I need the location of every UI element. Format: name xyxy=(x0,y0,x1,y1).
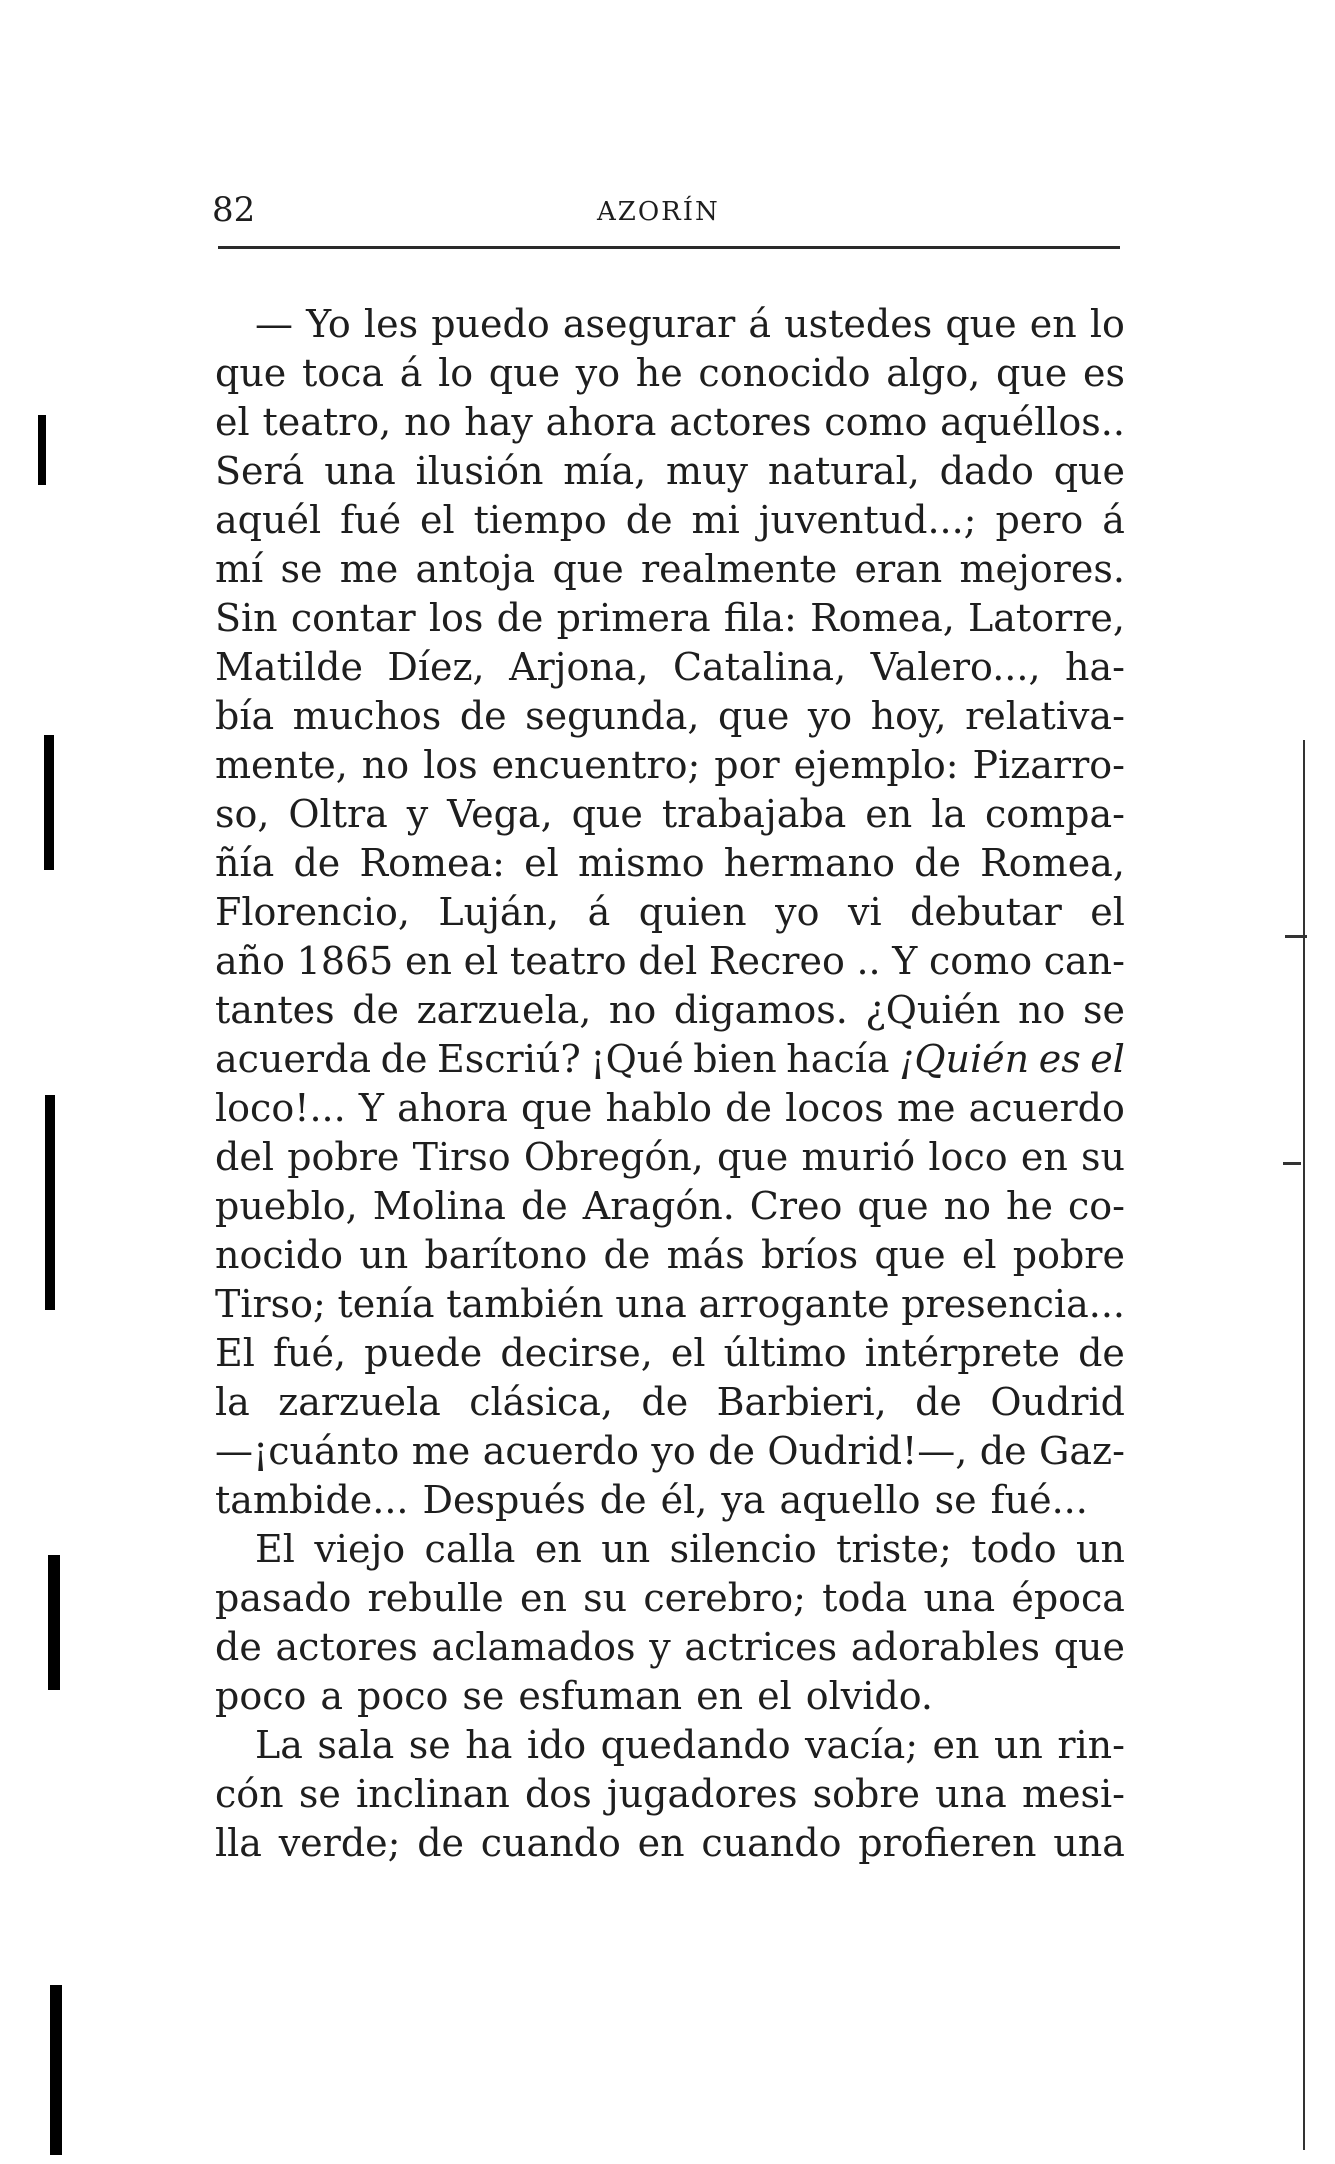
text-line: El fué, puede decirse, el último intérprete de xyxy=(215,1331,1125,1375)
scan-artifact xyxy=(1303,740,1305,2150)
text-line: Sin contar los de primera fila: Romea, Latorre, xyxy=(215,596,1125,640)
text-line: la zarzuela clásica, de Barbieri, de Oudrid xyxy=(215,1380,1125,1424)
text-line: — Yo les puedo asegurar á ustedes que en lo xyxy=(255,302,1125,346)
text-line: año 1865 en el teatro del Recreo .. Y como can- xyxy=(215,939,1125,983)
text-line: —¡cuánto me acuerdo yo de Oudrid!—, de Gaz- xyxy=(215,1429,1125,1473)
body-text xyxy=(215,300,1125,1868)
text-line: Tirso; tenía también una arrogante presencia... xyxy=(215,1282,1125,1326)
text-line: El viejo calla en un silencio triste; todo un xyxy=(255,1527,1125,1571)
text-line: ñía de Romea: el mismo hermano de Romea, xyxy=(215,841,1125,885)
text-line: nocido un barítono de más bríos que el pobre xyxy=(215,1233,1125,1277)
running-title: AZORÍN xyxy=(597,197,720,227)
text-line: so, Oltra y Vega, que trabajaba en la compa- xyxy=(215,792,1125,836)
text-line: poco a poco se esfuman en el olvido. xyxy=(215,1674,934,1718)
text-line: pueblo, Molina de Aragón. Creo que no he co- xyxy=(215,1184,1125,1228)
scan-artifact xyxy=(1283,1162,1301,1165)
text-line: tambide... Después de él, ya aquello se fué... xyxy=(215,1478,1088,1522)
text-line: mente, no los encuentro; por ejemplo: Pizarro- xyxy=(215,743,1125,787)
scan-artifact xyxy=(48,1555,60,1690)
text-line: de actores aclamados y actrices adorables que xyxy=(215,1625,1125,1669)
text-line: el teatro, no hay ahora actores como aquéllos.. xyxy=(215,400,1125,444)
text-line: acuerda de Escriú? ¡Qué bien hacía ¡Quién es el xyxy=(215,1037,1125,1081)
text-line: mí se me antoja que realmente eran mejores. xyxy=(215,547,1125,591)
page-number: 82 xyxy=(212,190,256,230)
text-line: pasado rebulle en su cerebro; toda una época xyxy=(215,1576,1125,1620)
text-line: tantes de zarzuela, no digamos. ¿Quién no se xyxy=(215,988,1125,1032)
text-line: cón se inclinan dos jugadores sobre una mesi- xyxy=(215,1772,1125,1816)
text-line: La sala se ha ido quedando vacía; en un rin- xyxy=(255,1723,1125,1767)
text-line: lla verde; de cuando en cuando profieren una xyxy=(215,1821,1125,1865)
scan-artifact xyxy=(1285,935,1307,938)
text-line: del pobre Tirso Obregón, que murió loco en su xyxy=(215,1135,1125,1179)
scan-artifact xyxy=(38,415,46,485)
text-line: que toca á lo que yo he conocido algo, que es xyxy=(215,351,1125,395)
text-line: Será una ilusión mía, muy natural, dado que xyxy=(215,449,1125,493)
text-line: loco!... Y ahora que hablo de locos me acuerdo xyxy=(215,1086,1125,1130)
page-header xyxy=(212,190,1132,240)
text-line: bía muchos de segunda, que yo hoy, relativa- xyxy=(215,694,1125,738)
header-rule xyxy=(218,246,1120,249)
scan-artifact xyxy=(45,1095,55,1310)
text-line: aquél fué el tiempo de mi juventud...; pero á xyxy=(215,498,1125,542)
text-line: Matilde Díez, Arjona, Catalina, Valero..., ha- xyxy=(215,645,1125,689)
text-line: Florencio, Luján, á quien yo vi debutar el xyxy=(215,890,1125,934)
scan-artifact xyxy=(50,1985,62,2155)
scan-artifact xyxy=(44,735,54,870)
